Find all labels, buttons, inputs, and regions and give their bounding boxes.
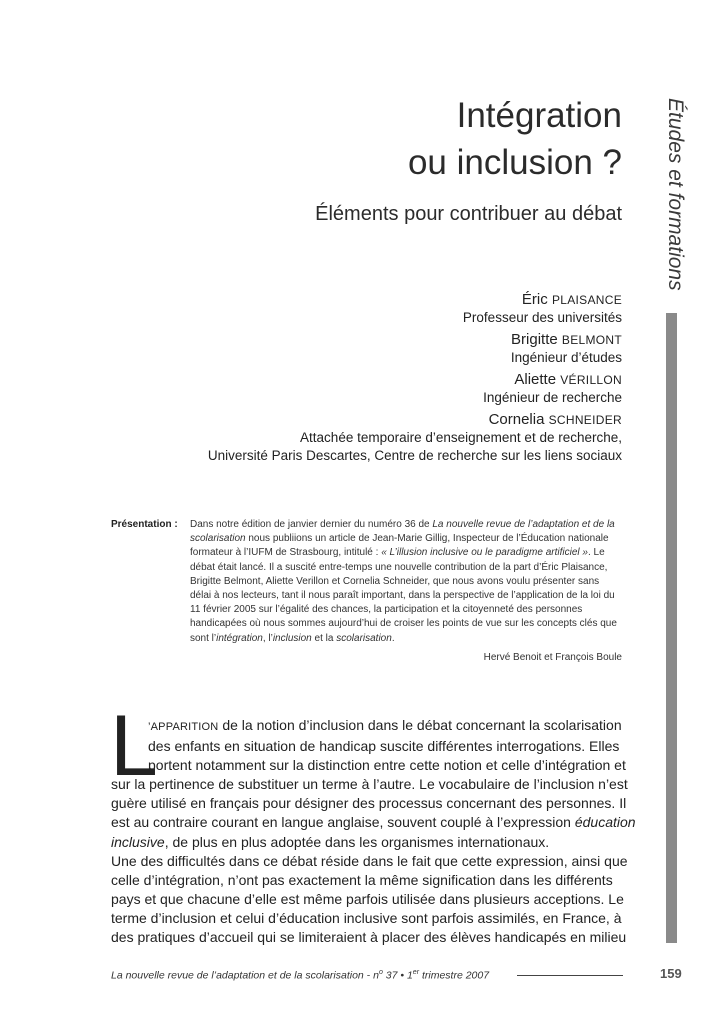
body-line: guère utilisé en français pour désigner des processus concernant des personnes. Il bbox=[111, 795, 627, 812]
body-line: pays et que chacune d’elle est même parfois utilisée dans plusieurs acceptions. Le bbox=[111, 890, 624, 907]
presentation-label: Présentation : bbox=[111, 519, 178, 530]
body-line: terme d’inclusion et celui d’éducation inclusive sont parfois assimilés, en France, à bbox=[111, 909, 622, 926]
body-line: portent notamment sur la distinction entre cette notion et celle d’intégration et bbox=[148, 757, 626, 774]
article-body bbox=[111, 716, 636, 947]
footer-rule bbox=[517, 975, 623, 976]
presentation-text: Dans notre édition de janvier dernier du numéro 36 de La nouvelle revue de l’adaptation et de la scolarisation nous publiions un article de Jean-Marie Gillig, Inspecteur de l’Éducation nationale formateur à l’IUFM de Strasbourg, intitulé : « L’illusion inclusive ou le paradigme artificiel ». Le débat était lancé. Il a suscité entre-temps une nouvelle contribution de la part d’Éric Plaisance, Brigitte Belmont, Aliette Verillon et Cornelia Schneider, que nous avons voulu présenter sans délai à nos lecteurs, tant il nous paraît important, dans la perspective de l’application de la loi du 11 février 2005 sur l’égalité des chances, la participation et la citoyenneté des personnes handicapées où nous sommes aujourd’hui de croiser les points de vue sur les concepts clés que sont l’intégration, l’inclusion et la scolarisation. bbox=[190, 519, 617, 644]
body-line: sur la pertinence de substituer un terme à l’autre. Le vocabulaire de l’inclusion n’est bbox=[111, 776, 628, 793]
author-affiliation: Université Paris Descartes, Centre de recherche sur les liens sociaux bbox=[207, 448, 622, 463]
body-line: celle d’intégration, n’ont pas exactement la même signification dans les différents bbox=[111, 871, 613, 888]
author-role: Professeur des universités bbox=[462, 310, 622, 325]
section-side-bar bbox=[666, 313, 677, 943]
body-line: Une des difficultés dans ce débat réside dans le fait que cette expression, ainsi que bbox=[111, 852, 628, 869]
article-title-line-2: ou inclusion ? bbox=[407, 143, 622, 182]
page-number: 159 bbox=[660, 966, 682, 981]
body-line: ’APPARITION de la notion d’inclusion dans le débat concernant la scolarisation bbox=[148, 717, 622, 733]
author-name: Cornelia SCHNEIDER bbox=[488, 411, 622, 428]
article-title-line-1: Intégration bbox=[456, 96, 622, 135]
author-role: Attachée temporaire d’enseignement et de recherche, bbox=[300, 430, 622, 445]
drop-cap: L bbox=[110, 698, 158, 794]
author-role: Ingénieur de recherche bbox=[483, 390, 622, 405]
article-subtitle: Éléments pour contribuer au débat bbox=[315, 203, 622, 225]
section-side-label: Études et formations bbox=[664, 98, 687, 291]
author-name: Aliette VÉRILLON bbox=[514, 371, 622, 388]
author-role: Ingénieur d’études bbox=[510, 350, 622, 365]
body-line: des pratiques d’accueil qui se limiteraient à placer des élèves handicapés en milieu bbox=[111, 929, 627, 946]
body-line: est au contraire courant en langue anglaise, souvent couplé à l’expression éducation bbox=[111, 814, 636, 831]
author-name: Éric PLAISANCE bbox=[521, 291, 622, 308]
body-line: des enfants en situation de handicap suscite différentes interrogations. Elles bbox=[148, 738, 620, 755]
journal-footer: La nouvelle revue de l’adaptation et de la scolarisation - $n^o$ 37 • 1er trimestre 2007 bbox=[111, 969, 490, 982]
presentation-signature: Hervé Benoit et François Boule bbox=[483, 652, 622, 663]
body-line: inclusive, de plus en plus adoptée dans les organismes internationaux. bbox=[111, 833, 550, 850]
author-name: Brigitte BELMONT bbox=[511, 331, 622, 348]
